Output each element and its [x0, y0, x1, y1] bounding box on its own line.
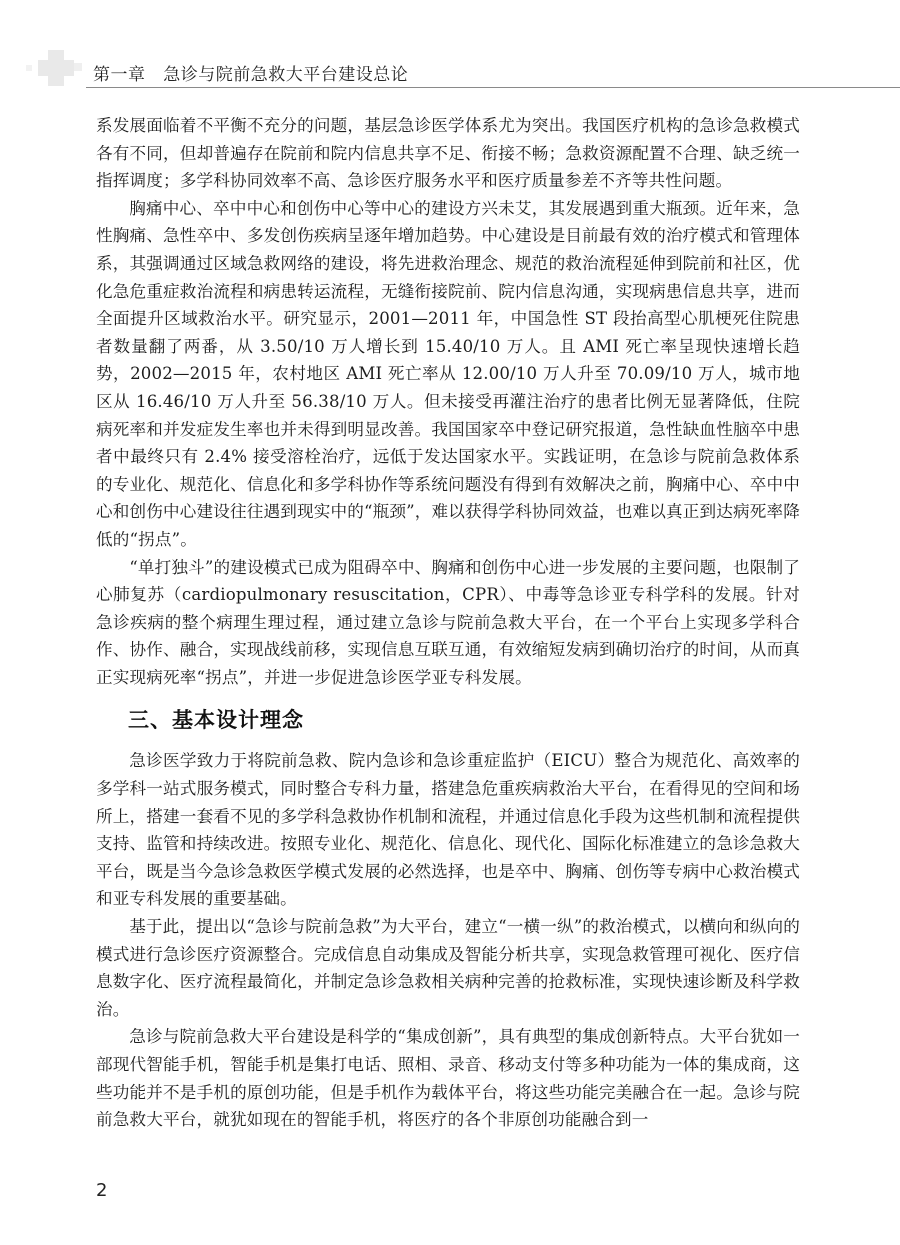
cross-decoration-icon [22, 48, 92, 88]
page-number: 2 [96, 1180, 108, 1201]
paragraph: “单打独斗”的建设模式已成为阻碍卒中、胸痛和创伤中心进一步发展的主要问题，也限制了心肺复苏（cardiopulmonary resuscitation，CPR）、中毒等急诊亚专科学科的发展。针对急诊疾病的整个病理生理过程，通过建立急诊与院前急救大平台，在一个平台上实现多学科合作、协作、融合，实现战线前移，实现信息互联互通，有效缩短发病到确切治疗的时间，从而真正实现病死率“拐点”，并进一步促进急诊医学亚专科发展。 [96, 557, 800, 687]
paragraph: 系发展面临着不平衡不充分的问题，基层急诊医学体系尤为突出。我国医疗机构的急诊急救模式各有不同，但却普遍存在院前和院内信息共享不足、衔接不畅；急救资源配置不合理、缺乏统一指挥调度；多学科协同效率不高、急诊医疗服务水平和医疗质量参差不齐等共性问题。 [96, 116, 800, 191]
paragraph: 急诊医学致力于将院前急救、院内急诊和急诊重症监护（EICU）整合为规范化、高效率的多学科一站式服务模式，同时整合专科力量，搭建急危重疾病救治大平台，在看得见的空间和场所上，搭建一套看不见的多学科急救协作机制和流程，并通过信息化手段为这些机制和流程提供支持、监管和持续改进。按照专业化、规范化、信息化、现代化、国际化标准建立的急诊急救大平台，既是当今急诊急救医学模式发展的必然选择，也是卒中、胸痛、创伤等专病中心救治模式和亚专科发展的重要基础。 [96, 751, 800, 909]
paragraph: 基于此，提出以“急诊与院前急救”为大平台，建立“一横一纵”的救治模式，以横向和纵向的模式进行急诊医疗资源整合。完成信息自动集成及智能分析共享，实现急救管理可视化、医疗信息数字化、医疗流程最简化，并制定急诊急救相关病种完善的抢救标准，实现快速诊断及科学救治。 [96, 917, 800, 1019]
chapter-title: 第一章 急诊与院前急救大平台建设总论 [93, 65, 409, 85]
paragraph: 急诊与院前急救大平台建设是科学的“集成创新”，具有典型的集成创新特点。大平台犹如一部现代智能手机，智能手机是集打电话、照相、录音、移动支付等多种功能为一体的集成商，这些功能并不是手机的原创功能，但是手机作为载体平台，将这些功能完美融合在一起。急诊与院前急救大平台，就犹如现在的智能手机，将医疗的各个非原创功能融合到一 [96, 1027, 800, 1130]
paragraph: 胸痛中心、卒中中心和创伤中心等中心的建设方兴未艾，其发展遇到重大瓶颈。近年来，急性胸痛、急性卒中、多发创伤疾病呈逐年增加趋势。中心建设是目前最有效的治疗模式和管理体系，其强调通过区域急救网络的建设，将先进救治理念、规范的救治流程延伸到院前和社区，优化急危重症救治流程和病患转运流程，无缝衔接院前、院内信息沟通，实现病患信息共享，进而全面提升区域救治水平。研究显示，2001—2011 年，中国急性 ST 段抬高型心肌梗死住院患者数量翻了两番，从 3.50/10 万人增长到 15.40/10 万人。且 AMI 死亡率呈现快速增长趋势，2002—2015 年，农村地区 AMI 死亡率从 12.00/10 万人升至 70.09/10 万人，城市地区从 16.46/10 万人升至 56.38/10 万人。但未接受再灌注治疗的患者比例无显著降低，住院病死率和并发症发生率也并未得到明显改善。我国国家卒中登记研究报道，急性缺血性脑卒中患者中最终只有 2.4% 接受溶栓治疗，远低于发达国家水平。实践证明，在急诊与院前急救体系的专业化、规范化、信息化和多学科协作等系统问题没有得到有效解决之前，胸痛中心、卒中中心和创伤中心建设往往遇到现实中的“瓶颈”，难以获得学科协同效益，也难以真正到达病死率降低的“拐点”。 [96, 198, 800, 549]
page-content [96, 112, 800, 1134]
page-header [0, 0, 900, 92]
header-rule [86, 87, 900, 88]
section-heading: 三、基本设计理念 [128, 708, 304, 733]
